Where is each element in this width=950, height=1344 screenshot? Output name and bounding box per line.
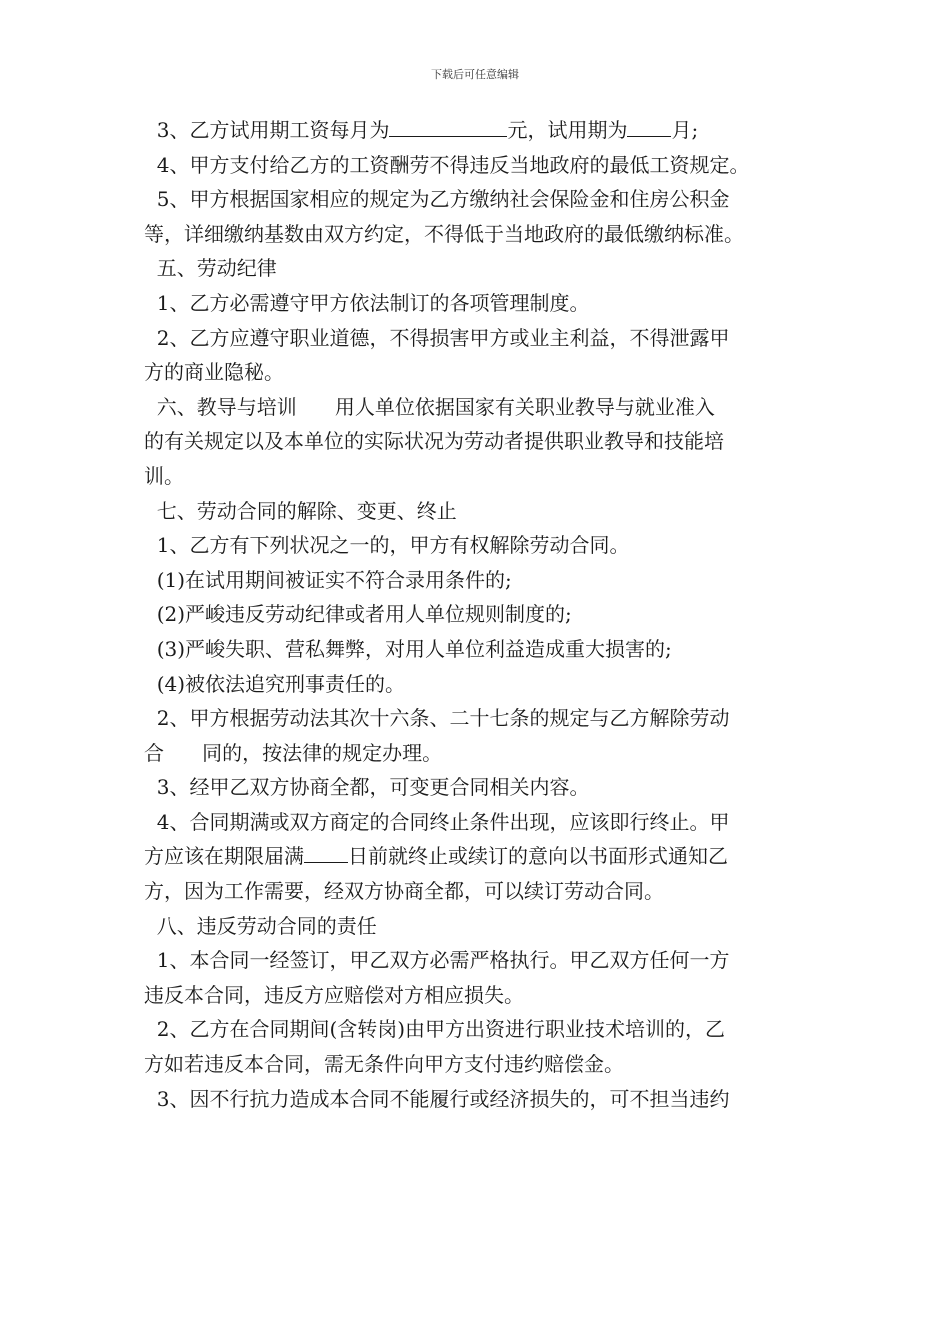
paragraph-line: 2、乙方在合同期间(含转岗)由甲方出资进行职业技术培训的，乙 [144,1017,726,1042]
paragraph-line: 方，因为工作需要，经双方协商全都，可以续订劳动合同。 [144,879,664,904]
line-text: 3、乙方试用期工资每月为 [144,118,390,142]
fill-in-blank-probation [627,116,671,137]
fill-in-blank-days [304,842,348,863]
paragraph-line: 4、合同期满或双方商定的合同终止条件出现，应该即行终止。甲 [144,809,730,834]
paragraph-line: 1、乙方必需遵守甲方依法制订的各项管理制度。 [144,290,590,315]
paragraph-line: 3、经甲乙双方协商全都，可变更合同相关内容。 [144,775,590,800]
paragraph-line: 3、因不行抗力造成本合同不能履行或经济损失的，可不担当违约 [144,1086,730,1111]
list-item: (4)被依法追究刑事责任的。 [144,671,406,696]
line-text: 元，试用期为 [507,118,628,142]
section-heading: 七、劳动合同的解除、变更、终止 [144,498,457,523]
list-item: (1)在试用期间被证实不符合录用条件的; [144,567,512,592]
document-body [144,113,816,1116]
paragraph-line: 等，详细缴纳基数由双方约定，不得低于当地政府的最低缴纳标准。 [144,221,744,246]
paragraph-line [144,113,816,148]
paragraph-line: 2、甲方根据劳动法其次十六条、二十七条的规定与乙方解除劳动 [144,706,730,731]
fill-in-blank-salary [389,116,507,137]
line-text: 方应该在期限届满 [144,844,304,869]
paragraph-line: 训。 [144,463,184,488]
paragraph-line: 方如若违反本合同，需无条件向甲方支付违约赔偿金。 [144,1052,624,1077]
paragraph-line: 5、甲方根据国家相应的规定为乙方缴纳社会保险金和住房公积金 [144,187,730,212]
section-heading: 八、违反劳动合同的责任 [144,913,377,938]
line-text: 月; [671,118,699,142]
paragraph-line: 2、乙方应遵守职业道德，不得损害甲方或业主利益，不得泄露甲 [144,325,730,350]
list-item: (3)严峻失职、营私舞弊，对用人单位利益造成重大损害的; [144,636,672,661]
paragraph-line: 的有关规定以及本单位的实际状况为劳动者提供职业教导和技能培 [144,429,724,454]
section-heading: 五、劳动纪律 [144,256,277,281]
paragraph-line: 违反本合同，违反方应赔偿对方相应损失。 [144,982,524,1007]
list-item: (2)严峻违反劳动纪律或者用人单位规则制度的; [144,602,572,627]
paragraph-line: 合 同的，按法律的规定办理。 [144,740,443,765]
paragraph-line: 方的商业隐秘。 [144,360,284,385]
page-header: 下载后可任意编辑 [431,68,519,81]
section-heading: 六、教导与培训 用人单位依据国家有关职业教导与就业准入 [144,394,715,419]
line-text: 日前就终止或续订的意向以书面形式通知乙 [348,844,728,869]
paragraph-line: 1、本合同一经签订，甲乙双方必需严格执行。甲乙双方任何一方 [144,948,730,973]
paragraph-line: 1、乙方有下列状况之一的，甲方有权解除劳动合同。 [144,533,630,558]
paragraph-line: 4、甲方支付给乙方的工资酬劳不得违反当地政府的最低工资规定。 [144,152,750,177]
paragraph-line [144,839,816,874]
